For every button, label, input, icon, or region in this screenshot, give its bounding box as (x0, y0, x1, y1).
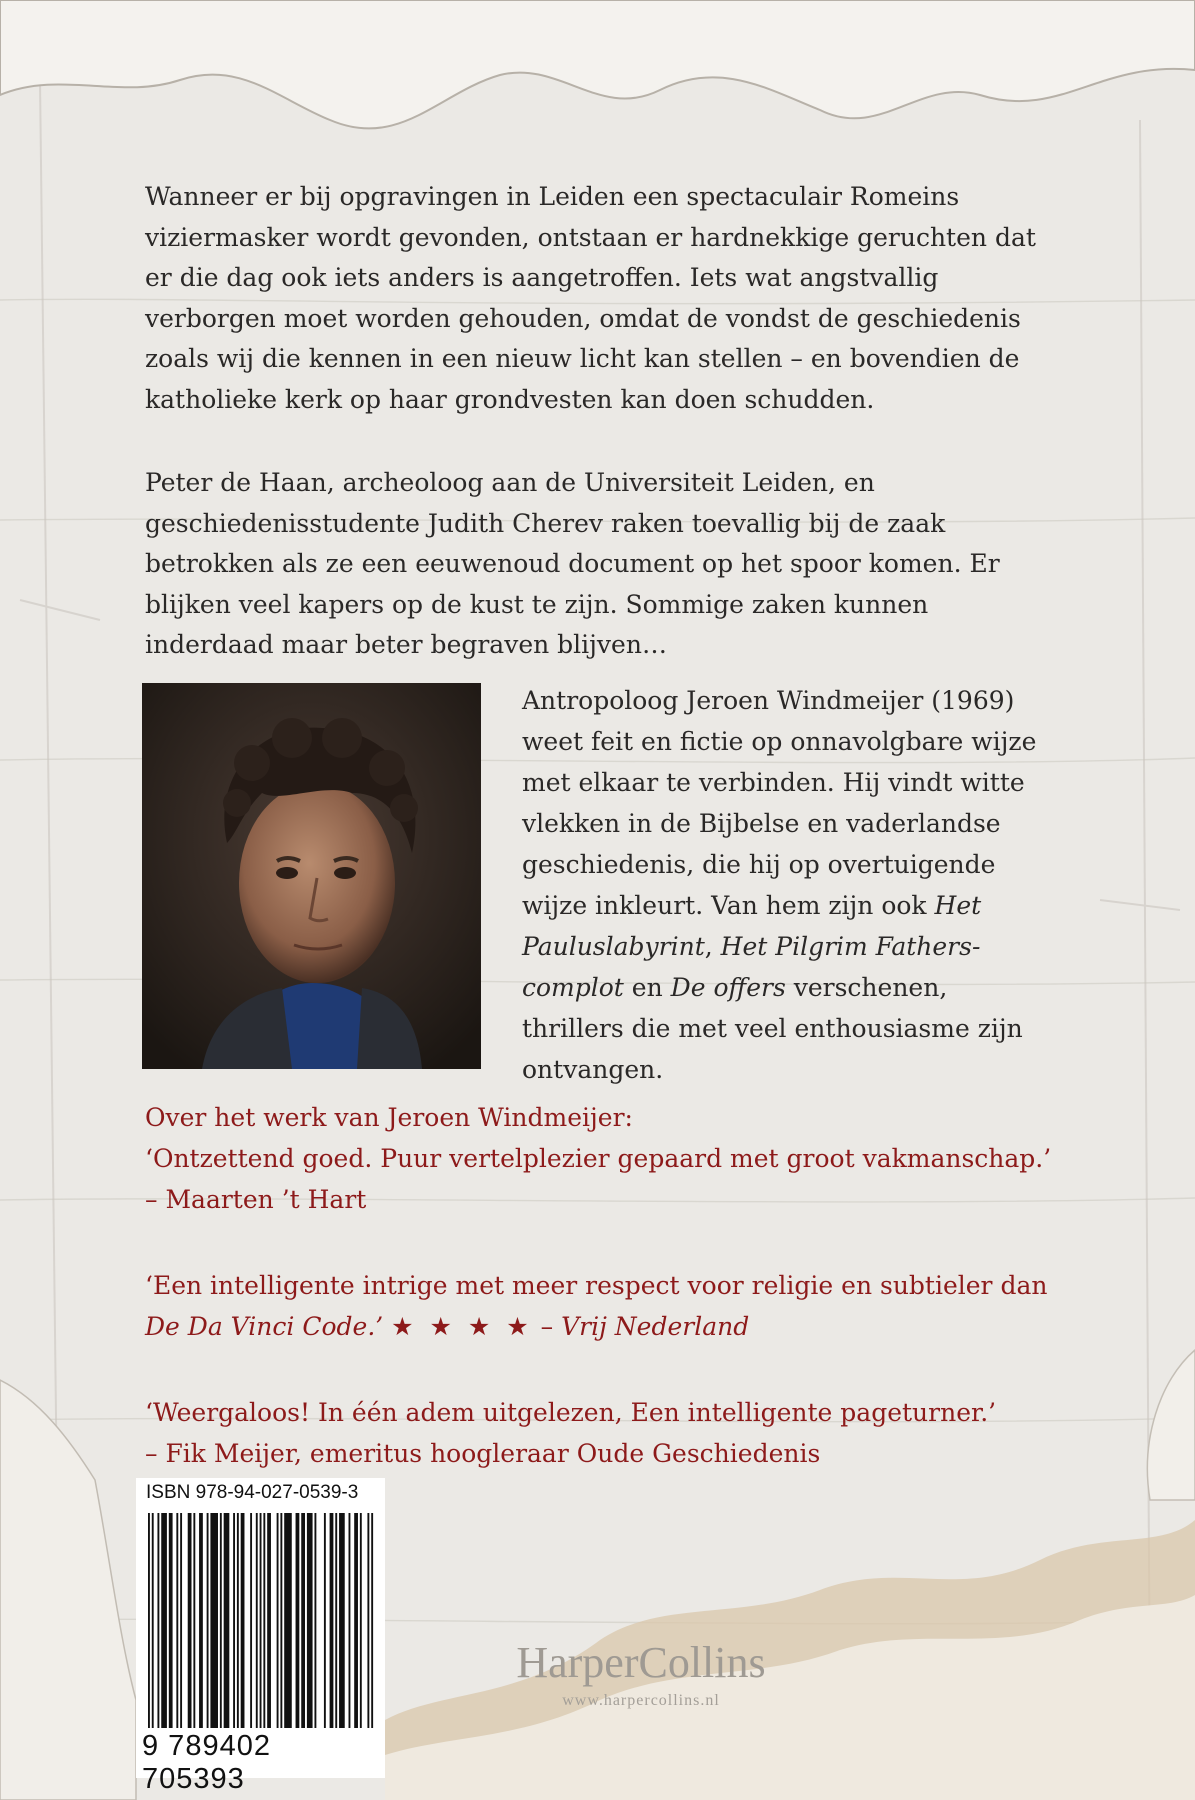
barcode-bar (260, 1513, 262, 1728)
barcode-bar (237, 1513, 239, 1728)
blurb-text-1: Wanneer er bij opgravingen in Leiden een spectaculair Romeins viziermasker wordt gevonden, ontstaan er hardnekkige geruchten dat er die dag ook iets anders is aangetroffen. Iets wat angstvallig verborgen moet worden gehouden, omdat de vondst de geschiedenis zoals wij die kennen in een nieuw licht kan stellen – en bovendien de katholieke kerk op haar grondvesten kan doen schudden. (145, 182, 1036, 414)
quote-2-dash: – (540, 1312, 554, 1341)
barcode-bar (169, 1513, 173, 1728)
quote-3-text: ‘Weergaloos! In één adem uitgelezen, Een intelligente pageturner.’ (145, 1398, 997, 1427)
isbn-barcode-box (136, 1478, 385, 1795)
publisher-logo: HarperCollins (516, 1638, 766, 1687)
quote-2-text: ‘Een intelligente intrige met meer respect voor religie en subtieler dan (145, 1271, 1048, 1300)
barcode-bar (210, 1513, 218, 1728)
blurb-text-2: Peter de Haan, archeoloog aan de Universiteit Leiden, en geschiedenisstudente Judith Cherev raken toevallig bij de zaak betrokken als ze een eeuwenoud document op het spoor komen. Er blijken veel kapers op de kust te zijn. Sommige zaken kunnen inderdaad maar beter begraven blijven… (145, 468, 1000, 659)
barcode-bar (301, 1513, 305, 1728)
book-title-pauluslabyrint: Het Pauluslabyrint (522, 891, 982, 961)
barcode-bar (233, 1513, 235, 1728)
barcode-bar (250, 1513, 252, 1728)
quote-2-line-2 (145, 1306, 1145, 1347)
barcode-bar (263, 1513, 265, 1728)
barcode (148, 1513, 375, 1728)
bio-separator-1: , (704, 932, 721, 961)
barcode-bar (199, 1513, 203, 1728)
review-block-3 (145, 1392, 1145, 1474)
quote-1-source: – Maarten ’t Hart (145, 1185, 367, 1214)
barcode-bar (157, 1513, 159, 1728)
bio-separator-2: en (623, 973, 671, 1002)
rating-stars: ★ ★ ★ ★ (391, 1312, 533, 1341)
barcode-bar (296, 1513, 300, 1728)
barcode-bar (349, 1513, 351, 1728)
book-title-pilgrim-fathers-complot: Het Pilgrim Fathers-complot (522, 932, 981, 1002)
blurb-paragraph-1 (145, 177, 1045, 420)
barcode-bar (360, 1513, 362, 1728)
quote-3-source: – Fik Meijer, emeritus hoogleraar Oude Geschiedenis (145, 1439, 821, 1468)
barcode-bar (207, 1513, 209, 1728)
author-photo (142, 683, 481, 1069)
barcode-bar (256, 1513, 258, 1728)
barcode-bar (339, 1513, 345, 1728)
bio-tail: verschenen, thrillers die met veel enthousiasme zijn ontvangen. (522, 973, 1023, 1084)
quote-2-source: Vrij Nederland (561, 1312, 750, 1341)
barcode-bar (180, 1513, 182, 1728)
isbn-label: ISBN 978-94-027-0539-3 (146, 1482, 359, 1503)
barcode-bar (148, 1513, 150, 1728)
author-bio (522, 680, 1042, 1090)
barcode-bar (280, 1513, 282, 1728)
review-block-2 (145, 1265, 1145, 1347)
barcode-bar (284, 1513, 292, 1728)
barcode-bar (152, 1513, 154, 1728)
publisher-url: www.harpercollins.nl (562, 1692, 720, 1709)
barcode-bar (161, 1513, 167, 1728)
barcode-bar (188, 1513, 192, 1728)
review-block-1 (145, 1097, 1145, 1220)
barcode-bar (330, 1513, 334, 1728)
barcode-digits: 9 789402 705393 (142, 1730, 271, 1795)
barcode-bar (371, 1513, 373, 1728)
barcode-bar (324, 1513, 326, 1728)
barcode-bar (224, 1513, 230, 1728)
blurb-paragraph-2 (145, 463, 1045, 666)
barcode-bar (314, 1513, 316, 1728)
barcode-bar (367, 1513, 369, 1728)
bio-lead: Antropoloog Jeroen Windmeijer (1969) weet feit en fictie op onnavolgbare wijze met elkaar te verbinden. Hij vindt witte vlekken in de Bijbelse en vaderlandse geschiedenis, die hij op overtuigende wijze inkleurt. Van hem zijn ook (522, 686, 1037, 920)
quote-2-book-title: De Da Vinci Code.’ (145, 1312, 384, 1341)
barcode-bar (241, 1513, 245, 1728)
barcode-bar (267, 1513, 271, 1728)
book-title-de-offers: De offers (670, 973, 786, 1002)
barcode-bar (307, 1513, 313, 1728)
barcode-bar (354, 1513, 358, 1728)
reviews-heading: Over het werk van Jeroen Windmeijer: (145, 1103, 633, 1132)
barcode-bar (176, 1513, 178, 1728)
barcode-bar (193, 1513, 195, 1728)
quote-1-text: ‘Ontzettend goed. Puur vertelplezier gepaard met groot vakmanschap.’ (145, 1144, 1052, 1173)
barcode-bar (335, 1513, 337, 1728)
barcode-bar (277, 1513, 279, 1728)
barcode-bar (220, 1513, 222, 1728)
